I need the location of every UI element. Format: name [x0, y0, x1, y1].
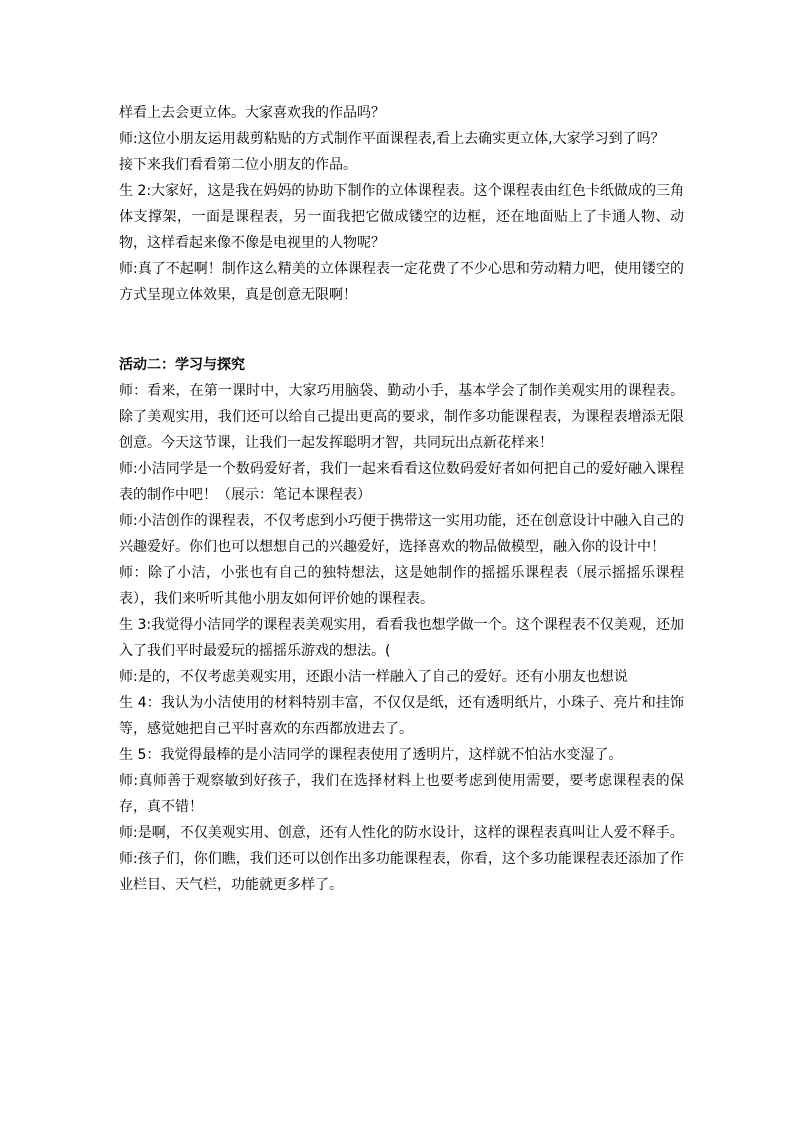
paragraph: 师:是的，不仅考虑美观实用，还跟小洁一样融入了自己的爱好。还有小朋友也想说	[119, 669, 628, 685]
paragraph: 生 5：我觉得最棒的是小洁同学的课程表使用了透明片，这样就不怕沾水变湿了。	[119, 747, 623, 763]
paragraph: 师:小洁同学是一个数码爱好者，我们一起来看看这位数码爱好者如何把自己的爱好融入课程表的制作中吧！（展示：笔记本课程表）	[119, 461, 684, 503]
paragraph: 生 3:我觉得小洁同学的课程表美观实用，看看我也想学做一个。这个课程表不仅美观，还加入了我们平时最爱玩的摇摇乐游戏的想法。(	[119, 617, 684, 659]
section-spacer	[119, 308, 684, 352]
paragraph: 师:孩子们，你们瞧，我们还可以创作出多功能课程表，你看，这个多功能课程表还添加了作业栏目、天气栏，功能就更多样了。	[119, 851, 684, 893]
paragraph: 样看上去会更立体。大家喜欢我的作品吗？	[119, 105, 385, 121]
paragraph: 师：看来，在第一课时中，大家巧用脑袋、勤动小手，基本学会了制作美观实用的课程表。除了美观实用，我们还可以给自己提出更高的要求，制作多功能课程表，为课程表增添无限创意。今天这节课，让我们一起发挥聪明才智，共同玩出点新花样来！	[119, 383, 684, 451]
paragraph: 师:这位小朋友运用裁剪粘贴的方式制作平面课程表,看上去确实更立体,大家学习到了吗？	[119, 131, 665, 147]
paragraph: 师:小洁创作的课程表，不仅考虑到小巧便于携带这一实用功能，还在创意设计中融入自己的兴趣爱好。你们也可以想想自己的兴趣爱好，选择喜欢的物品做模型，融入你的设计中！	[119, 513, 684, 555]
paragraph: 生 4：我认为小洁使用的材料特别丰富，不仅仅是纸，还有透明纸片，小珠子、亮片和挂饰等，感觉她把自己平时喜欢的东西都放进去了。	[119, 695, 684, 737]
paragraph: 师：除了小洁，小张也有自己的独特想法，这是她制作的摇摇乐课程表（展示摇摇乐课程表），我们来听听其他小朋友如何评价她的课程表。	[119, 565, 684, 607]
paragraph: 接下来我们看看第二位小朋友的作品。	[119, 157, 357, 173]
paragraph: 师:真师善于观察敏到好孩子，我们在选择材料上也要考虑到使用需要，要考虑课程表的保存，真不错！	[119, 773, 684, 815]
paragraph: 生 2:大家好，这是我在妈妈的协助下制作的立体课程表。这个课程表由红色卡纸做成的三角体支撑架，一面是课程表，另一面我把它做成镂空的边框，还在地面贴上了卡通人物、动物，这样看起来像不像是电视里的人物呢？	[119, 183, 684, 251]
section-heading: 活动二：学习与探究	[119, 357, 245, 373]
document-body	[119, 100, 684, 898]
paragraph: 师:真了不起啊！制作这么精美的立体课程表一定花费了不少心思和劳动精力吧，使用镂空的方式呈现立体效果，真是创意无限啊！	[119, 261, 684, 303]
paragraph: 师:是啊，不仅美观实用、创意，还有人性化的防水设计，这样的课程表真叫让人爱不释手。	[119, 825, 684, 841]
